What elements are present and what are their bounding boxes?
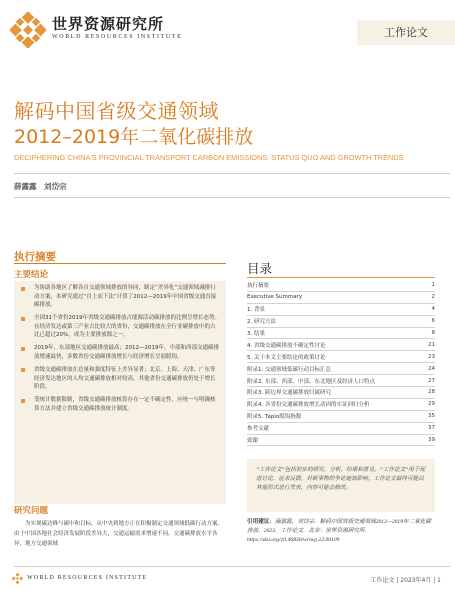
toc-item-label: 附录1. 交通领域低碳行动目标汇总 xyxy=(247,366,331,373)
toc-title: 目录 xyxy=(247,261,273,276)
finding-item: 受统计数据限制，省级交通碳排放核算存在一定不确定性，应统一与明确核算方法并建立省级交通碳排放统计制度。 xyxy=(20,396,220,413)
toc-item-page: 21 xyxy=(428,341,435,348)
toc-item-label: 2. 研究方法 xyxy=(247,319,276,326)
toc-item-label: 1. 背景 xyxy=(247,307,265,314)
toc-item[interactable] xyxy=(247,328,435,340)
org-name-cn: 世界资源研究所 xyxy=(52,15,165,33)
toc-item-page: 4 xyxy=(431,306,435,313)
finding-item: 2019年，东部地区交通碳排放最高；2012—2019年，中部和西部交通碳排放增速最快，多数省份交通碳排放增长与经济增长呈弱脱钩。 xyxy=(20,344,220,361)
footer-page-info: 工作论文 | 2023年4月 | 1 xyxy=(370,577,441,584)
toc-item-label: 3. 结果 xyxy=(247,331,265,337)
divider xyxy=(14,197,450,198)
toc-item-label: 4. 省级交通碳排放不确定性讨论 xyxy=(247,342,326,349)
toc-item-label: 附录5. Tapio脱钩指数 xyxy=(247,414,302,421)
summary-heading: 执行摘要 xyxy=(14,251,56,263)
toc-item-label: 附录4. 各省份交通碳排放增长动因的实证回归分析 xyxy=(247,402,370,409)
finding-item: 全国31个省份2019年省级交通碳排放占能源活动碳排放的比例呈增长态势。在经济发达或第三产业占比较大的省份，交通碳排放在全行业碳排放中的占比已超过20%，成为主要排放源之一。 xyxy=(20,314,220,340)
toc-item[interactable] xyxy=(247,375,435,387)
toc-item-page: 28 xyxy=(428,389,435,396)
toc-item-page: 39 xyxy=(428,437,435,444)
toc-item-page: 29 xyxy=(428,401,435,408)
toc-item-page: 1 xyxy=(431,282,435,289)
toc-item-label: 5. 关于本文主要结论的政策讨论 xyxy=(247,354,326,361)
toc-item[interactable] xyxy=(247,316,435,328)
english-subtitle: DECIPHERING CHINA'S PROVINCIAL TRANSPORT CARBON EMISSIONS: STATUS QUO AND GROWTH TRENDS xyxy=(14,153,404,162)
finding-item: 省级交通碳排放在总量和强度特征上差异显著；北京、上海、天津、广东等经济发达地区的人均交通碳排放相对较高，其他省份交通碳排放仍处于增长阶段。 xyxy=(20,366,220,392)
divider xyxy=(14,173,450,174)
footer-divider xyxy=(14,566,450,567)
working-paper-note: “工作论文”包括初步的研究、分析、结果和意见。“工作论文”用于促进讨论、征求反馈，对新事物的争论施加影响。工作论文最终可能以其他形式进行发表，内容可能会修改。 xyxy=(247,459,435,512)
doc-type-badge: 工作论文 xyxy=(357,20,455,45)
page-title-line1: 解码中国省级交通领域 xyxy=(14,99,219,123)
method-paragraph: 为实现碳达峰与碳中和目标，从中央到地方正在积极制定交通领域低碳行动方案。由于中国各地社会经济发展阶段差异大，交通运输需求增速不同，交通碳排放水平各异，地方交通领域 xyxy=(14,521,224,547)
table-of-contents xyxy=(247,280,435,446)
citation-text: 薛露露，刘岱宗．解码中国省级交通领域2012—2019年二氧化碳排放．2023．工作论文．北京：世界资源研究所．https://doi.org/10.46830/wriwp.22.00109 xyxy=(247,519,431,543)
toc-item-label: Executive Summary xyxy=(247,294,303,301)
method-heading: 研究问题 xyxy=(14,506,49,516)
toc-item-page: 35 xyxy=(428,413,435,420)
authors: 薛露露 刘岱宗 xyxy=(14,182,67,191)
toc-item[interactable] xyxy=(247,339,435,351)
toc-item-page: 8 xyxy=(431,330,435,336)
toc-item[interactable] xyxy=(247,411,435,423)
toc-item[interactable] xyxy=(247,351,435,363)
toc-item[interactable] xyxy=(247,363,435,375)
findings-heading: 主要结论 xyxy=(14,270,49,280)
footer-org-name: WORLD RESOURCES INSTITUTE xyxy=(27,575,148,581)
toc-item-label: 致谢 xyxy=(247,438,259,445)
toc-item-page: 6 xyxy=(431,318,435,325)
toc-item-page: 27 xyxy=(428,377,435,384)
toc-item[interactable] xyxy=(247,423,435,435)
toc-item-label: 参考文献 xyxy=(247,426,270,433)
toc-underline xyxy=(247,277,435,278)
toc-item[interactable] xyxy=(247,280,435,292)
wri-logo-icon xyxy=(10,12,46,48)
toc-item[interactable] xyxy=(247,304,435,316)
toc-item-page: 23 xyxy=(428,353,435,360)
toc-item-label: 附录3. 跨边界交通碳排放归属研究 xyxy=(247,390,331,397)
toc-item[interactable] xyxy=(247,387,435,399)
toc-item[interactable] xyxy=(247,399,435,411)
toc-item-label: 执行摘要 xyxy=(247,283,270,290)
findings-list xyxy=(14,281,226,504)
toc-item-label: 附录2. 东部、西部、中部、东北地区及经济人口特点 xyxy=(247,378,375,385)
finding-item: 为协助各地区了解各自交通领域排放的异同，制定“差异化”交通领域减排行动方案，本研究通过“自上而下法”计算了2012—2019年中国省级交通直接碳排放。 xyxy=(20,284,220,310)
toc-item-page: 24 xyxy=(428,365,435,372)
toc-item[interactable] xyxy=(247,435,435,447)
summary-heading-underline xyxy=(14,263,226,264)
citation-label: 引用建议： xyxy=(247,519,275,525)
page-title-line2: 2012–2019年二氧化碳排放 xyxy=(14,126,254,148)
toc-item-page: 2 xyxy=(431,294,435,301)
toc-item-page: 37 xyxy=(428,425,435,432)
wri-footer-logo-icon xyxy=(12,573,23,584)
org-name-en: WORLD RESOURCES INSTITUTE xyxy=(52,34,183,40)
citation xyxy=(247,518,435,545)
toc-item[interactable] xyxy=(247,292,435,304)
